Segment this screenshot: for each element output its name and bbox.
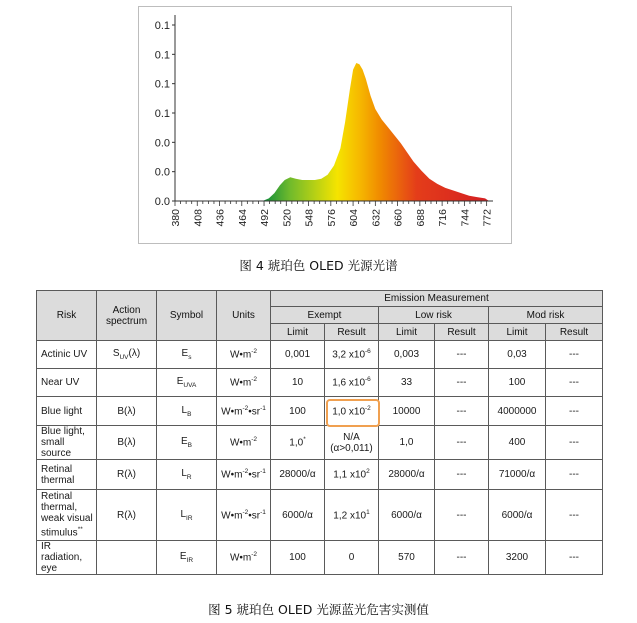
cell-mod-limit: 400 xyxy=(489,426,546,460)
cell-low-limit: 6000/α xyxy=(379,490,435,541)
cell-action-spectrum: R(λ) xyxy=(97,460,157,490)
spectrum-chart-svg xyxy=(139,7,513,245)
x-tick-label: 632 xyxy=(370,209,383,227)
x-tick-label: 772 xyxy=(481,209,494,227)
cell-mod-limit: 0,03 xyxy=(489,341,546,369)
cell-units: $W•m^{-2}•sr^{-1}$ xyxy=(217,490,271,541)
cell-mod-result: --- xyxy=(546,541,603,575)
cell-action-spectrum xyxy=(97,541,157,575)
cell-exempt-result: 1,2 $x10^1$ xyxy=(325,490,379,541)
cell-risk: Retinal thermal xyxy=(37,460,97,490)
cell-mod-result: --- xyxy=(546,426,603,460)
cell-units: $W•m^{-2}$ xyxy=(217,369,271,397)
cell-exempt-result: 1,6 $x10^{-6}$ xyxy=(325,369,379,397)
cell-mod-result: --- xyxy=(546,490,603,541)
x-tick-label: 688 xyxy=(414,209,427,227)
cell-mod-result: --- xyxy=(546,397,603,426)
cell-action-spectrum: R(λ) xyxy=(97,490,157,541)
y-tick-label: 0.1 xyxy=(154,49,170,62)
table-row xyxy=(37,460,603,490)
y-tick-label: 0.1 xyxy=(154,78,170,91)
cell-units: $W•m^{-2}•sr^{-1}$ xyxy=(217,460,271,490)
cell-action-spectrum xyxy=(97,369,157,397)
x-tick-label: 408 xyxy=(192,209,205,227)
header-mod-risk: Mod risk xyxy=(489,307,603,324)
cell-exempt-limit: 10 xyxy=(271,369,325,397)
cell-low-limit: 570 xyxy=(379,541,435,575)
cell-mod-limit: 100 xyxy=(489,369,546,397)
cell-exempt-result: 3,2 $x10^{-6}$ xyxy=(325,341,379,369)
plot-area xyxy=(262,63,489,201)
cell-symbol: $E_{UVA}$ xyxy=(157,369,217,397)
cell-risk: Blue light, small source xyxy=(37,426,97,460)
cell-low-limit: 33 xyxy=(379,369,435,397)
cell-mod-limit: 6000/α xyxy=(489,490,546,541)
cell-units: $W•m^{-2}$ xyxy=(217,541,271,575)
cell-mod-limit: 3200 xyxy=(489,541,546,575)
cell-low-limit: 10000 xyxy=(379,397,435,426)
cell-exempt-result: N/A (α>0,011) xyxy=(325,426,379,460)
header-exempt: Exempt xyxy=(271,307,379,324)
cell-exempt-result: 1,1 $x10^2$ xyxy=(325,460,379,490)
cell-low-result: --- xyxy=(435,460,489,490)
y-tick-label: 0.0 xyxy=(154,137,170,150)
x-tick-label: 464 xyxy=(236,209,249,227)
cell-units: $W•m^{-2}$ xyxy=(217,341,271,369)
header-exempt-result: Result xyxy=(325,324,379,341)
cell-low-result: --- xyxy=(435,397,489,426)
table-row xyxy=(37,490,603,541)
figure4-caption: 图 4 琥珀色 OLED 光源光谱 xyxy=(239,258,398,273)
cell-units: $W•m^{-2}$ xyxy=(217,426,271,460)
y-tick-label: 0.0 xyxy=(154,166,170,179)
y-axis xyxy=(155,15,175,208)
cell-exempt-limit: 100 xyxy=(271,541,325,575)
x-tick-label: 604 xyxy=(348,209,361,227)
header-action-spectrum: Action spectrum xyxy=(97,291,157,341)
cell-symbol: $E_B$ xyxy=(157,426,217,460)
cell-risk: Retinal thermal, weak visual stimulus** xyxy=(37,490,97,541)
cell-low-limit: 28000/α xyxy=(379,460,435,490)
cell-risk: Actinic UV xyxy=(37,341,97,369)
cell-low-result: --- xyxy=(435,490,489,541)
blue-light-hazard-table xyxy=(36,290,603,575)
y-tick-label: 0.0 xyxy=(154,196,170,208)
header-mod-limit: Limit xyxy=(489,324,546,341)
cell-risk: Blue light xyxy=(37,397,97,426)
x-tick-label: 380 xyxy=(170,209,182,227)
header-exempt-limit: Limit xyxy=(271,324,325,341)
header-risk: Risk xyxy=(37,291,97,341)
cell-risk: Near UV xyxy=(37,369,97,397)
cell-low-result: --- xyxy=(435,341,489,369)
x-tick-label: 492 xyxy=(259,209,272,227)
cell-exempt-limit: 1,0* xyxy=(271,426,325,460)
y-tick-label: 0.1 xyxy=(154,108,170,120)
header-low-limit: Limit xyxy=(379,324,435,341)
y-tick-label: 0.1 xyxy=(154,20,170,32)
header-emission-measurement: Emission Measurement xyxy=(271,291,603,307)
x-tick-label: 436 xyxy=(214,209,227,227)
x-tick-label: 744 xyxy=(459,209,472,227)
cell-risk: IR radiation, eye xyxy=(37,541,97,575)
cell-symbol: $E_s$ xyxy=(157,341,217,369)
spectrum-area xyxy=(262,63,489,201)
cell-mod-result: --- xyxy=(546,341,603,369)
cell-exempt-limit: 0,001 xyxy=(271,341,325,369)
header-mod-result: Result xyxy=(546,324,603,341)
cell-exempt-limit: 6000/α xyxy=(271,490,325,541)
cell-symbol: $L_B$ xyxy=(157,397,217,426)
header-low-risk: Low risk xyxy=(379,307,489,324)
cell-exempt-result: 1,0 $x10^{-2}$ xyxy=(325,397,379,426)
x-tick-label: 660 xyxy=(392,209,405,227)
cell-exempt-result: 0 xyxy=(325,541,379,575)
cell-units: $W•m^{-2}•sr^{-1}$ xyxy=(217,397,271,426)
x-tick-label: 520 xyxy=(281,209,294,227)
cell-low-result: --- xyxy=(435,369,489,397)
table-row xyxy=(37,541,603,575)
header-symbol: Symbol xyxy=(157,291,217,341)
cell-symbol: $E_{IR}$ xyxy=(157,541,217,575)
x-axis xyxy=(170,201,494,227)
header-low-result: Result xyxy=(435,324,489,341)
cell-low-limit: 0,003 xyxy=(379,341,435,369)
cell-exempt-limit: 100 xyxy=(271,397,325,426)
cell-low-limit: 1,0 xyxy=(379,426,435,460)
cell-action-spectrum: B(λ) xyxy=(97,426,157,460)
cell-symbol: $L_{IR}$ xyxy=(157,490,217,541)
figure5-caption: 图 5 琥珀色 OLED 光源蓝光危害实测值 xyxy=(208,602,429,617)
cell-mod-limit: 71000/α xyxy=(489,460,546,490)
table-row xyxy=(37,341,603,369)
table-body xyxy=(37,341,603,575)
cell-exempt-limit: 28000/α xyxy=(271,460,325,490)
table-row xyxy=(37,426,603,460)
header-units: Units xyxy=(217,291,271,341)
table-row xyxy=(37,369,603,397)
cell-mod-result: --- xyxy=(546,369,603,397)
x-tick-label: 576 xyxy=(325,209,338,227)
spectrum-chart xyxy=(138,6,512,244)
cell-low-result: --- xyxy=(435,426,489,460)
x-tick-label: 548 xyxy=(303,209,316,227)
x-tick-label: 716 xyxy=(437,209,450,227)
cell-action-spectrum: $S_{UV}(\lambda)$ xyxy=(97,341,157,369)
table-row xyxy=(37,397,603,426)
cell-low-result: --- xyxy=(435,541,489,575)
cell-mod-limit: 4000000 xyxy=(489,397,546,426)
cell-action-spectrum: B(λ) xyxy=(97,397,157,426)
cell-mod-result: --- xyxy=(546,460,603,490)
cell-symbol: $L_R$ xyxy=(157,460,217,490)
